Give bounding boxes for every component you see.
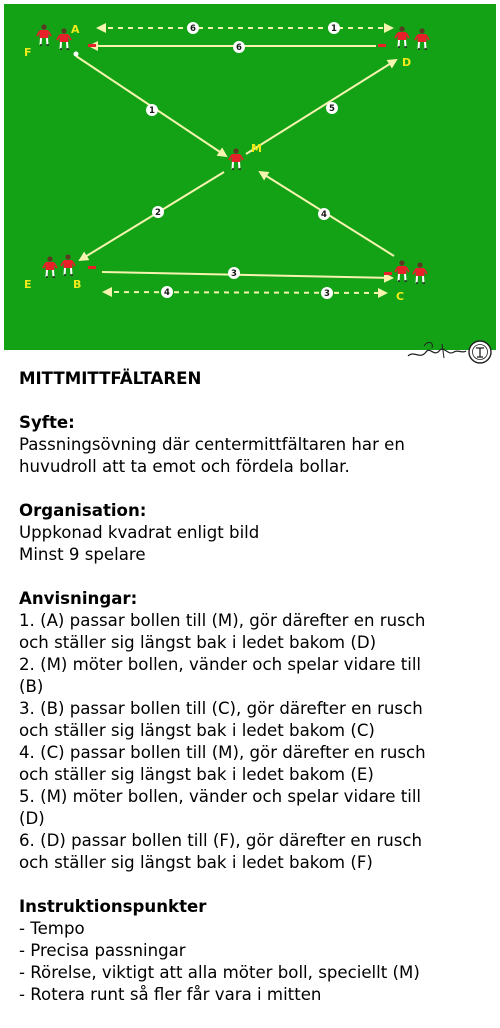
point-line: - Tempo bbox=[19, 919, 85, 938]
points-section bbox=[19, 896, 489, 1006]
svg-text:4: 4 bbox=[321, 210, 327, 220]
badge-pass-3 bbox=[228, 267, 240, 279]
instruction-line: 2. (M) möter bollen, vänder och spelar vidare till bbox=[19, 655, 422, 674]
svg-text:6: 6 bbox=[190, 24, 196, 34]
instruction-line: och ställer sig längst bak i ledet bakom (F) bbox=[19, 853, 373, 872]
instruction-line: 1. (A) passar bollen till (M), gör därefter en rusch bbox=[19, 611, 426, 630]
svg-text:6: 6 bbox=[236, 43, 242, 53]
point-line: - Precisa passningar bbox=[19, 941, 186, 960]
label-b: B bbox=[73, 278, 82, 291]
point-line: - Rotera runt så fler får vara i mitten bbox=[19, 985, 322, 1004]
organisation-heading: Organisation: bbox=[19, 501, 147, 520]
badge-run-3 bbox=[321, 287, 333, 299]
instruction-line: och ställer sig längst bak i ledet bakom (C) bbox=[19, 721, 375, 740]
svg-text:3: 3 bbox=[231, 269, 237, 279]
svg-text:1: 1 bbox=[331, 24, 337, 34]
badge-run-6 bbox=[187, 22, 199, 34]
badge-pass-6 bbox=[233, 41, 245, 53]
document-title: MITTMITTFÄLTAREN bbox=[19, 369, 202, 388]
label-m: M bbox=[251, 142, 262, 155]
drill-diagram bbox=[4, 4, 496, 350]
instruction-line: 4. (C) passar bollen till (M), gör därefter en rusch bbox=[19, 743, 426, 762]
instructions-heading: Anvisningar: bbox=[19, 589, 138, 608]
purpose-line: Passningsövning där centermittfältaren har en bbox=[19, 435, 405, 454]
purpose-line: huvudroll att ta emot och fördela bollar. bbox=[19, 457, 350, 476]
label-d: D bbox=[402, 56, 412, 69]
pitch bbox=[4, 4, 496, 350]
badge-pass-1 bbox=[146, 104, 158, 116]
instruction-line: 5. (M) möter bollen, vänder och spelar vidare till bbox=[19, 787, 422, 806]
signature-seal-icon bbox=[404, 336, 496, 368]
label-c: C bbox=[396, 290, 405, 303]
organisation-line: Uppkonad kvadrat enligt bild bbox=[19, 523, 260, 542]
svg-text:3: 3 bbox=[324, 289, 330, 299]
badge-run-4 bbox=[161, 286, 173, 298]
organisation-section bbox=[19, 500, 489, 566]
label-f: F bbox=[24, 46, 32, 59]
svg-text:4: 4 bbox=[164, 288, 170, 298]
badge-pass-5 bbox=[326, 102, 338, 114]
label-e: E bbox=[24, 278, 32, 291]
badge-run-1 bbox=[328, 22, 340, 34]
instructions-section bbox=[19, 588, 489, 874]
instruction-line: (D) bbox=[19, 809, 45, 828]
instruction-line: och ställer sig längst bak i ledet bakom (E) bbox=[19, 765, 374, 784]
drill-description bbox=[19, 368, 489, 1028]
instruction-line: 3. (B) passar bollen till (C), gör därefter en rusch bbox=[19, 699, 423, 718]
point-line: - Rörelse, viktigt att alla möter boll, speciellt (M) bbox=[19, 963, 420, 982]
svg-text:2: 2 bbox=[155, 208, 161, 218]
instruction-line: (B) bbox=[19, 677, 44, 696]
points-heading: Instruktionspunkter bbox=[19, 897, 207, 916]
organisation-line: Minst 9 spelare bbox=[19, 545, 146, 564]
purpose-section bbox=[19, 412, 489, 478]
badge-pass-4 bbox=[318, 208, 330, 220]
instruction-line: 6. (D) passar bollen till (F), gör därefter en rusch bbox=[19, 831, 423, 850]
svg-text:5: 5 bbox=[329, 104, 335, 114]
purpose-heading: Syfte: bbox=[19, 413, 75, 432]
svg-text:1: 1 bbox=[149, 106, 155, 116]
label-a: A bbox=[71, 23, 80, 36]
badge-pass-2 bbox=[152, 206, 164, 218]
instruction-line: och ställer sig längst bak i ledet bakom (D) bbox=[19, 633, 377, 652]
